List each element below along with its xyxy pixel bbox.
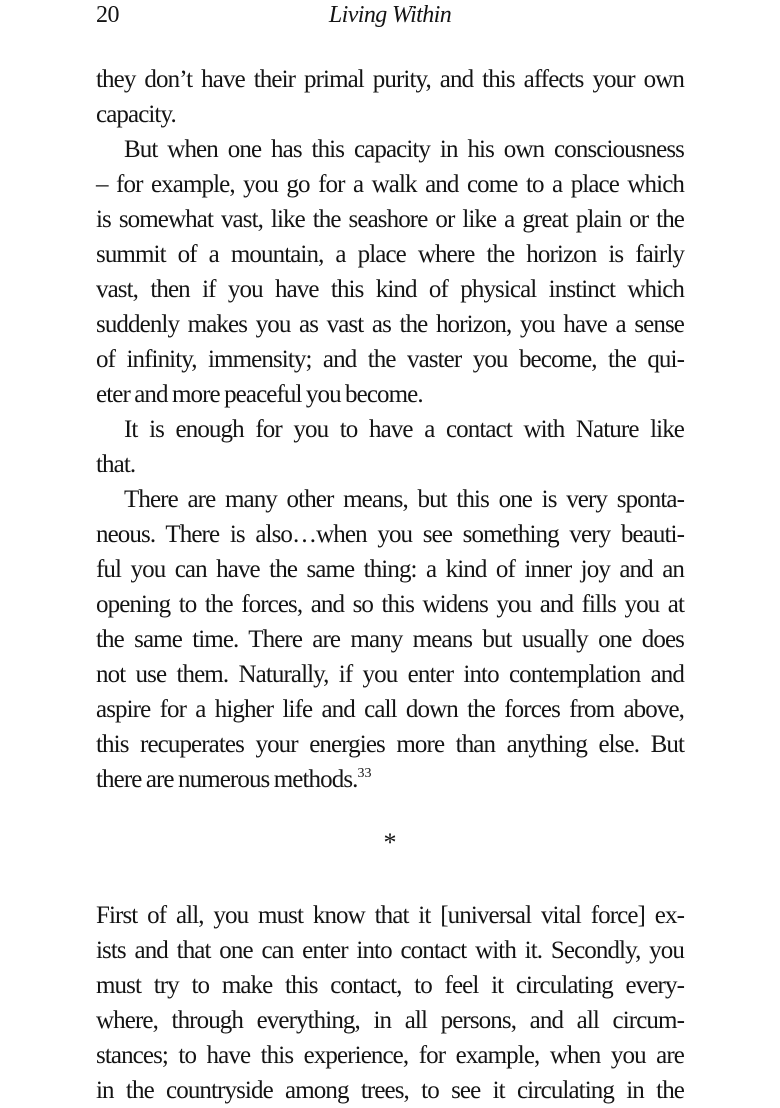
text-line: of infinity, immensity; and the vaster you become, the qui-: [96, 346, 684, 373]
text-line: where, through everything, in all persons, and all circum-: [96, 1007, 684, 1034]
text-line: this recuperates your energies more than anything else. But: [96, 731, 684, 758]
text-line: First of all, you must know that it [universal vital force] ex-: [96, 902, 684, 929]
text-line: eter and more peaceful you become.: [96, 381, 423, 408]
text-line: aspire for a higher life and call down the forces from above,: [96, 696, 684, 723]
text-line: ful you can have the same thing: a kind of inner joy and an: [96, 556, 684, 583]
footnote-reference[interactable]: 33: [357, 766, 372, 781]
text-line: stances; to have this experience, for example, when you are: [96, 1042, 684, 1069]
text-line: – for example, you go for a walk and come to a place which: [96, 171, 684, 198]
text-line: they don’t have their primal purity, and this affects your own: [96, 66, 684, 93]
page-number: 20: [96, 2, 119, 28]
section-separator: *: [383, 828, 397, 857]
text-line: opening to the forces, and so this widens you and fills you at: [96, 591, 684, 618]
text-line-content: there are numerous methods.: [96, 766, 358, 793]
text-line-with-footnote: [96, 762, 684, 797]
text-line: must try to make this contact, to feel it circulating every-: [96, 972, 684, 999]
text-line: summit of a mountain, a place where the horizon is fairly: [96, 241, 684, 268]
text-line: It is enough for you to have a contact with Nature like: [124, 416, 684, 443]
text-line: in the countryside among trees, to see it circulating in the: [96, 1077, 684, 1104]
text-line: not use them. Naturally, if you enter into contemplation and: [96, 661, 684, 688]
text-line: There are many other means, but this one is very sponta-: [124, 486, 684, 513]
running-head: [96, 0, 684, 32]
text-line: suddenly makes you as vast as the horizon, you have a sense: [96, 311, 684, 338]
running-title: Living Within: [328, 2, 452, 28]
text-line: that.: [96, 451, 136, 478]
text-line: capacity.: [96, 101, 176, 128]
text-line: the same time. There are many means but usually one does: [96, 626, 684, 653]
text-line: vast, then if you have this kind of physical instinct which: [96, 276, 684, 303]
text-line: But when one has this capacity in his own consciousness: [124, 136, 684, 163]
text-line: ists and that one can enter into contact with it. Secondly, you: [96, 937, 684, 964]
text-line: neous. There is also…when you see something very beauti-: [96, 521, 684, 548]
text-line: is somewhat vast, like the seashore or like a great plain or the: [96, 206, 684, 233]
